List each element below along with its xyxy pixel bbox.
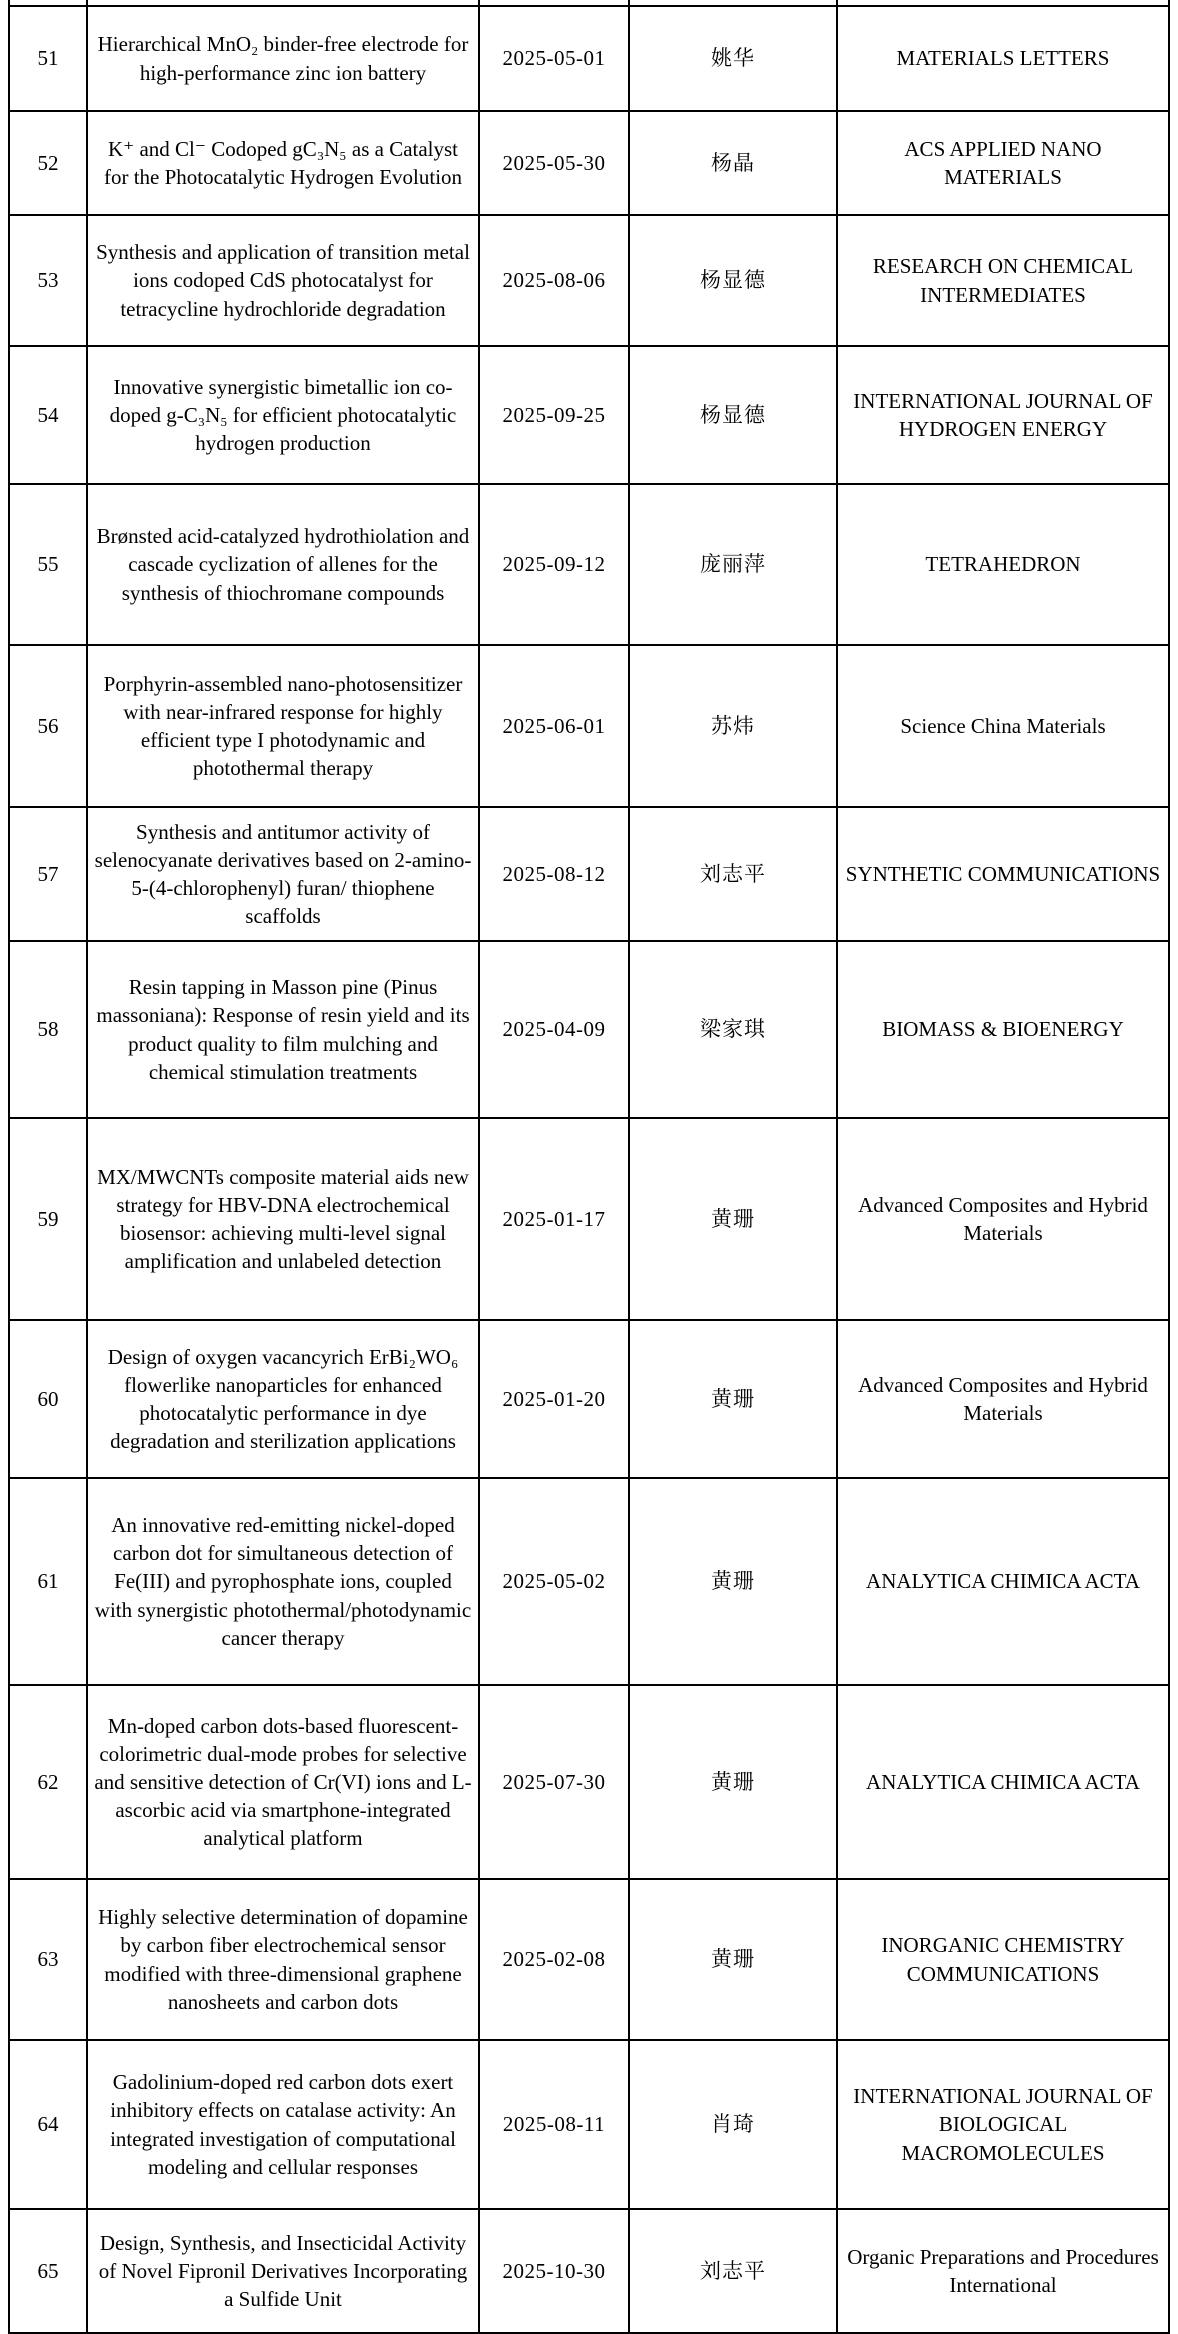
row-number-cell: 62 bbox=[9, 1685, 87, 1879]
row-number-cell: 56 bbox=[9, 645, 87, 807]
table-row bbox=[9, 111, 1169, 215]
row-number-cell: 61 bbox=[9, 1478, 87, 1685]
paper-title-cell: MX/MWCNTs composite material aids new strategy for HBV-DNA electrochemical biosensor: achieving multi-level signal amplification and unlabeled detection bbox=[87, 1118, 479, 1320]
author-name-cell: 姚华 bbox=[629, 6, 837, 111]
author-name-cell: 黄珊 bbox=[629, 1118, 837, 1320]
publish-date-cell: 2025-01-17 bbox=[479, 1118, 629, 1320]
row-number-cell: 59 bbox=[9, 1118, 87, 1320]
row-number-cell: 54 bbox=[9, 346, 87, 484]
publish-date-cell: 2025-08-06 bbox=[479, 215, 629, 346]
table-row bbox=[9, 1879, 1169, 2040]
publish-date-cell: 2025-10-30 bbox=[479, 2209, 629, 2333]
row-number-cell: 60 bbox=[9, 1320, 87, 1478]
table-row bbox=[9, 1118, 1169, 1320]
paper-title-cell: K⁺ and Cl⁻ Codoped gC₃N₅ as a Catalyst for the Photocatalytic Hydrogen Evolution bbox=[87, 111, 479, 215]
paper-title-cell: Design, Synthesis, and Insecticidal Activity of Novel Fipronil Derivatives Incorporating a Sulfide Unit bbox=[87, 2209, 479, 2333]
author-name-cell: 黄珊 bbox=[629, 1320, 837, 1478]
author-name-cell: 杨显德 bbox=[629, 215, 837, 346]
publish-date-cell: 2025-09-25 bbox=[479, 346, 629, 484]
paper-title-cell: An innovative red-emitting nickel-doped carbon dot for simultaneous detection of Fe(III) and pyrophosphate ions, coupled with synergistic photothermal/photodynamic cancer therapy bbox=[87, 1478, 479, 1685]
table-row bbox=[9, 6, 1169, 111]
journal-name-cell: INTERNATIONAL JOURNAL OF BIOLOGICAL MACROMOLECULES bbox=[837, 2040, 1169, 2209]
row-number-cell: 55 bbox=[9, 484, 87, 645]
publish-date-cell: 2025-09-12 bbox=[479, 484, 629, 645]
journal-name-cell: INORGANIC CHEMISTRY COMMUNICATIONS bbox=[837, 1879, 1169, 2040]
publish-date-cell: 2025-01-20 bbox=[479, 1320, 629, 1478]
journal-name-cell: MATERIALS LETTERS bbox=[837, 6, 1169, 111]
paper-title-cell: Innovative synergistic bimetallic ion co-doped g-C₃N₅ for efficient photocatalytic hydrogen production bbox=[87, 346, 479, 484]
row-number-cell: 64 bbox=[9, 2040, 87, 2209]
journal-name-cell: Organic Preparations and Procedures International bbox=[837, 2209, 1169, 2333]
table-row bbox=[9, 1320, 1169, 1478]
author-name-cell: 杨晶 bbox=[629, 111, 837, 215]
journal-name-cell: RESEARCH ON CHEMICAL INTERMEDIATES bbox=[837, 215, 1169, 346]
author-name-cell: 庞丽萍 bbox=[629, 484, 837, 645]
journal-name-cell: Advanced Composites and Hybrid Materials bbox=[837, 1320, 1169, 1478]
author-name-cell: 梁家琪 bbox=[629, 941, 837, 1118]
row-number-cell: 51 bbox=[9, 6, 87, 111]
row-number-cell: 58 bbox=[9, 941, 87, 1118]
author-name-cell: 刘志平 bbox=[629, 2209, 837, 2333]
author-name-cell: 黄珊 bbox=[629, 1478, 837, 1685]
journal-name-cell: Advanced Composites and Hybrid Materials bbox=[837, 1118, 1169, 1320]
paper-title-cell: Mn-doped carbon dots-based fluorescent-colorimetric dual-mode probes for selective and sensitive detection of Cr(VI) ions and L-ascorbic acid via smartphone-integrated analytical platform bbox=[87, 1685, 479, 1879]
table-row bbox=[9, 2040, 1169, 2209]
journal-name-cell: INTERNATIONAL JOURNAL OF HYDROGEN ENERGY bbox=[837, 346, 1169, 484]
table-row bbox=[9, 346, 1169, 484]
paper-title-cell: Gadolinium-doped red carbon dots exert inhibitory effects on catalase activity: An integrated investigation of computational modeling and cellular responses bbox=[87, 2040, 479, 2209]
author-name-cell: 黄珊 bbox=[629, 1685, 837, 1879]
publish-date-cell: 2025-06-01 bbox=[479, 645, 629, 807]
table-row bbox=[9, 807, 1169, 941]
journal-name-cell: Science China Materials bbox=[837, 645, 1169, 807]
row-number-cell: 53 bbox=[9, 215, 87, 346]
table-row bbox=[9, 1685, 1169, 1879]
publications-table bbox=[8, 0, 1170, 2334]
publications-table-body bbox=[9, 0, 1169, 2333]
paper-title-cell: Brønsted acid-catalyzed hydrothiolation and cascade cyclization of allenes for the synthesis of thiochromane compounds bbox=[87, 484, 479, 645]
table-row bbox=[9, 484, 1169, 645]
table-row bbox=[9, 215, 1169, 346]
table-row bbox=[9, 941, 1169, 1118]
journal-name-cell: TETRAHEDRON bbox=[837, 484, 1169, 645]
publish-date-cell: 2025-02-08 bbox=[479, 1879, 629, 2040]
paper-title-cell: Porphyrin-assembled nano-photosensitizer with near-infrared response for highly efficient type I photodynamic and photothermal therapy bbox=[87, 645, 479, 807]
publish-date-cell: 2025-08-12 bbox=[479, 807, 629, 941]
publish-date-cell: 2025-05-30 bbox=[479, 111, 629, 215]
table-row bbox=[9, 645, 1169, 807]
paper-title-cell: Hierarchical MnO₂ binder-free electrode for high-performance zinc ion battery bbox=[87, 6, 479, 111]
author-name-cell: 苏炜 bbox=[629, 645, 837, 807]
journal-name-cell: ACS APPLIED NANO MATERIALS bbox=[837, 111, 1169, 215]
paper-title-cell: Synthesis and application of transition metal ions codoped CdS photocatalyst for tetracycline hydrochloride degradation bbox=[87, 215, 479, 346]
paper-title-cell: Design of oxygen vacancyrich ErBi₂WO₆ flowerlike nanoparticles for enhanced photocatalytic performance in dye degradation and sterilization applications bbox=[87, 1320, 479, 1478]
journal-name-cell: SYNTHETIC COMMUNICATIONS bbox=[837, 807, 1169, 941]
row-number-cell: 52 bbox=[9, 111, 87, 215]
paper-title-cell: Synthesis and antitumor activity of selenocyanate derivatives based on 2-amino-5-(4-chlorophenyl) furan/ thiophene scaffolds bbox=[87, 807, 479, 941]
paper-title-cell: Highly selective determination of dopamine by carbon fiber electrochemical sensor modified with three-dimensional graphene nanosheets and carbon dots bbox=[87, 1879, 479, 2040]
publish-date-cell: 2025-04-09 bbox=[479, 941, 629, 1118]
table-row bbox=[9, 2209, 1169, 2333]
journal-name-cell: BIOMASS & BIOENERGY bbox=[837, 941, 1169, 1118]
publish-date-cell: 2025-08-11 bbox=[479, 2040, 629, 2209]
paper-title-cell: Resin tapping in Masson pine (Pinus massoniana): Response of resin yield and its product quality to film mulching and chemical stimulation treatments bbox=[87, 941, 479, 1118]
publish-date-cell: 2025-07-30 bbox=[479, 1685, 629, 1879]
row-number-cell: 65 bbox=[9, 2209, 87, 2333]
author-name-cell: 肖琦 bbox=[629, 2040, 837, 2209]
author-name-cell: 黄珊 bbox=[629, 1879, 837, 2040]
author-name-cell: 刘志平 bbox=[629, 807, 837, 941]
row-number-cell: 57 bbox=[9, 807, 87, 941]
row-number-cell: 63 bbox=[9, 1879, 87, 2040]
publish-date-cell: 2025-05-02 bbox=[479, 1478, 629, 1685]
journal-name-cell: ANALYTICA CHIMICA ACTA bbox=[837, 1478, 1169, 1685]
table-row bbox=[9, 1478, 1169, 1685]
author-name-cell: 杨显德 bbox=[629, 346, 837, 484]
journal-name-cell: ANALYTICA CHIMICA ACTA bbox=[837, 1685, 1169, 1879]
publish-date-cell: 2025-05-01 bbox=[479, 6, 629, 111]
